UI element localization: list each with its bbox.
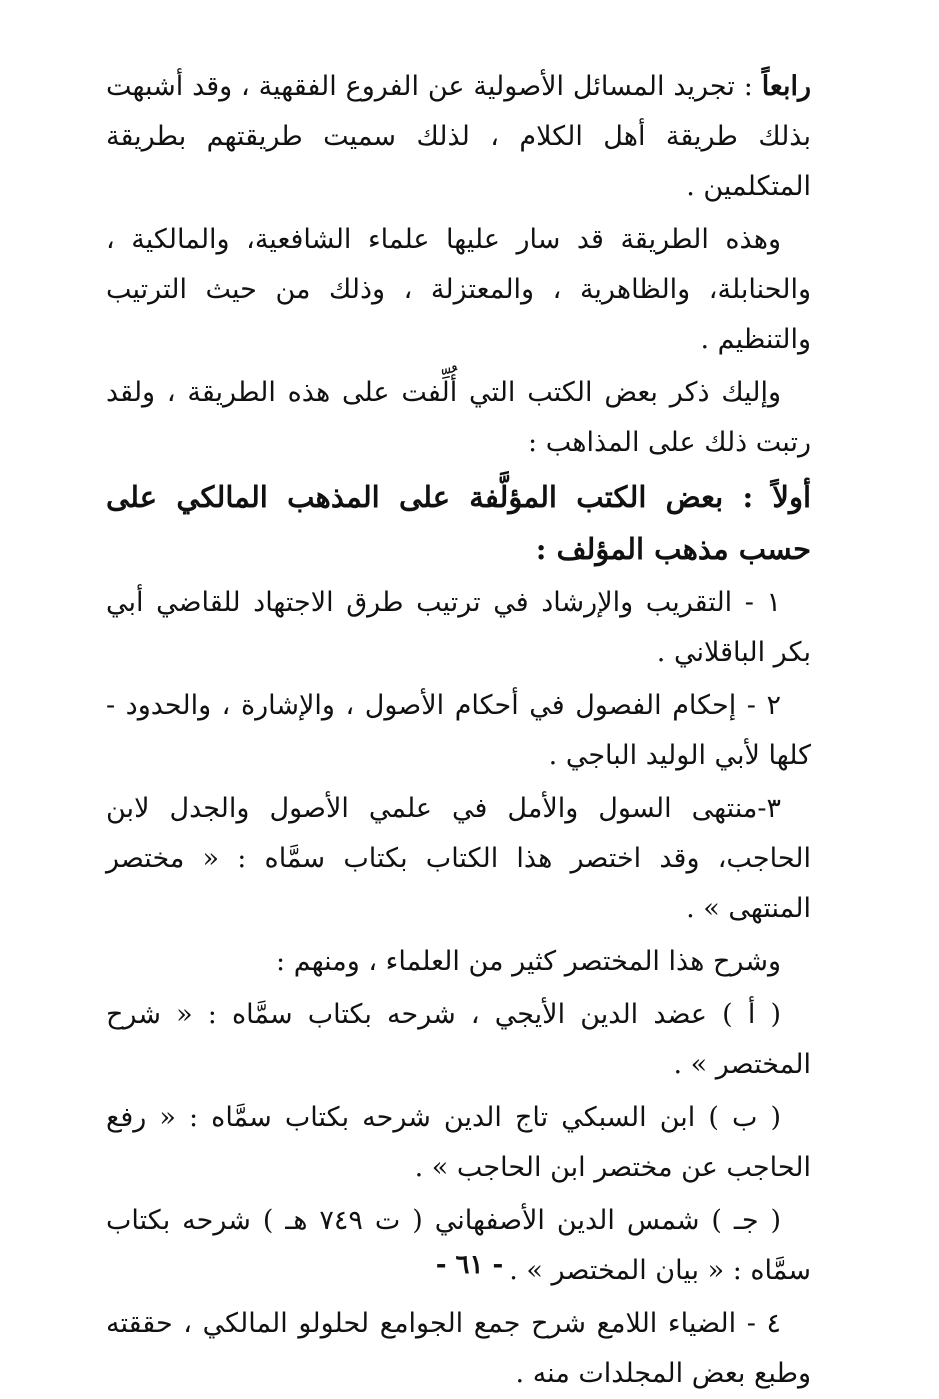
section-heading-maliki: أولاً : بعض الكتب المؤلَّفة على المذهب المالكي على حسب مذهب المؤلف : bbox=[106, 480, 811, 566]
paragraph-rabian bbox=[106, 62, 811, 212]
sub-item-c: ( جـ ) شمس الدين الأصفهاني ( ت ٧٤٩ هـ ) شرحه بكتاب سمَّاه : « بيان المختصر » . bbox=[106, 1205, 811, 1286]
list-item-2: ٢ - إحكام الفصول في أحكام الأصول ، والإشارة ، والحدود - كلها لأبي الوليد الباجي . bbox=[106, 690, 811, 771]
paragraph-lead-word: رابعاً bbox=[761, 71, 811, 102]
list-item-3-note: وشرح هذا المختصر كثير من العلماء ، ومنهم : bbox=[276, 946, 781, 977]
sub-item-a: ( أ ) عضد الدين الأيجي ، شرحه بكتاب سمَّاه : « شرح المختصر » . bbox=[106, 999, 811, 1080]
sub-item-b: ( ب ) ابن السبكي تاج الدين شرحه بكتاب سمَّاه : « رفع الحاجب عن مختصر ابن الحاجب » . bbox=[106, 1102, 811, 1183]
list-item-1: ١ - التقريب والإرشاد في ترتيب طرق الاجتهاد للقاضي أبي بكر الباقلاني . bbox=[106, 587, 811, 668]
page-number: - ٦١ - bbox=[435, 1250, 504, 1280]
paragraph-books-intro: وإليك ذكر بعض الكتب التي أُلِّفت على هذه الطريقة ، ولقد رتبت ذلك على المذاهب : bbox=[106, 377, 811, 458]
list-item-3: ٣-منتهى السول والأمل في علمي الأصول والجدل لابن الحاجب، وقد اختصر هذا الكتاب بكتاب سمَّاه : « مختصر المنتهى » . bbox=[106, 793, 811, 924]
paragraph-schools: وهذه الطريقة قد سار عليها علماء الشافعية، والمالكية ، والحنابلة، والظاهرية ، والمعتزلة ، وذلك من حيث الترتيب والتنظيم . bbox=[106, 224, 811, 355]
paragraph-text: : تجريد المسائل الأصولية عن الفروع الفقهية ، وقد أشبهت بذلك طريقة أهل الكلام ، لذلك سميت طريقتهم بطريقة المتكلمين . bbox=[106, 71, 811, 202]
list-item-4: ٤ - الضياء اللامع شرح جمع الجوامع لحلولو المالكي ، حققته وطبع بعض المجلدات منه . bbox=[106, 1308, 811, 1389]
